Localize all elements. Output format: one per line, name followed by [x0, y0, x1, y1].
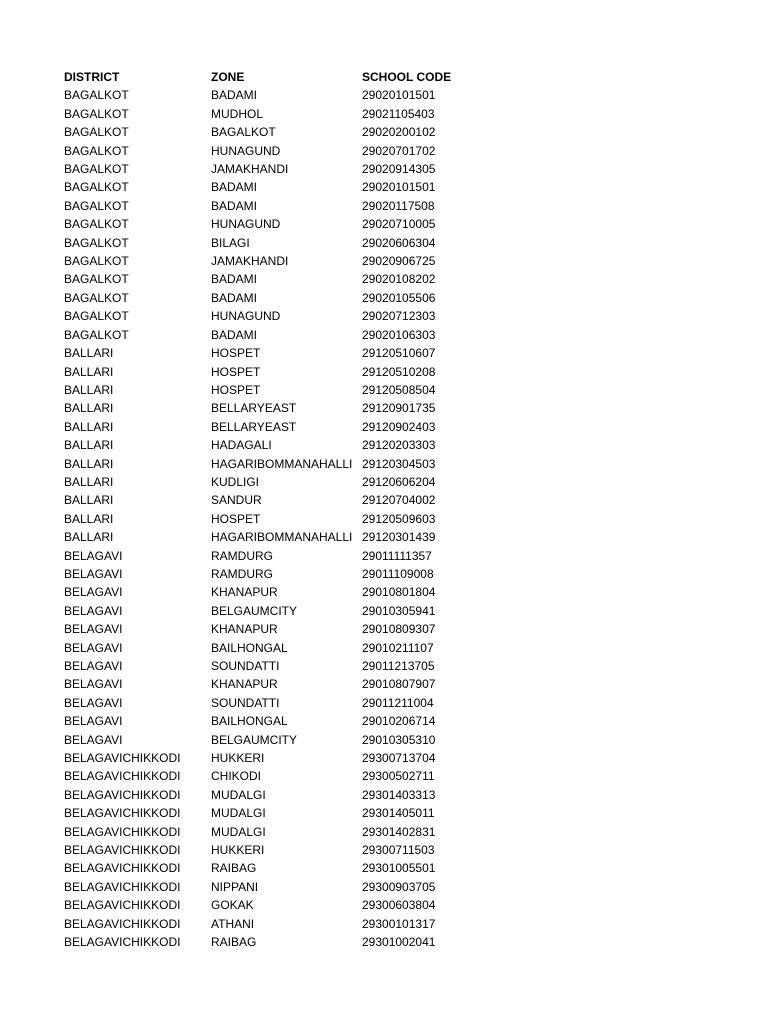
table-row [64, 344, 451, 362]
school-code-cell: 29010305310 [362, 732, 436, 747]
table-row [64, 252, 451, 270]
district-cell: BELAGAVICHIKKODI [64, 806, 181, 821]
school-code-cell: 29301405011 [362, 806, 435, 821]
school-code-cell: 29120509603 [362, 511, 436, 526]
table-row [64, 841, 451, 859]
table-row [64, 381, 451, 399]
zone-cell: JAMAKHANDI [211, 254, 289, 269]
table-row [64, 160, 451, 178]
zone-cell: HUNAGUND [211, 217, 281, 232]
zone-cell: GOKAK [211, 898, 254, 913]
district-cell: BELAGAVI [64, 695, 123, 710]
school-code-cell: 29020906725 [362, 254, 436, 269]
table-row [64, 878, 451, 896]
district-cell: BELAGAVICHIKKODI [64, 861, 181, 876]
district-cell: BALLARI [64, 456, 114, 471]
table-row [64, 307, 451, 325]
zone-cell: HUKKERI [211, 751, 265, 766]
table-row [64, 675, 451, 693]
school-code-cell: 29300713704 [362, 751, 436, 766]
district-cell: BAGALKOT [64, 254, 129, 269]
district-cell: BELAGAVICHIKKODI [64, 935, 181, 950]
school-code-cell: 29020914305 [362, 162, 436, 177]
zone-cell: SANDUR [211, 493, 262, 508]
district-cell: BELAGAVI [64, 659, 123, 673]
school-code-cell: 29011211004 [362, 695, 434, 710]
school-code-cell: 29120304503 [362, 456, 436, 471]
school-code-cell: 29020117508 [362, 198, 435, 213]
district-cell: BELAGAVICHIKKODI [64, 916, 181, 931]
zone-cell: HADAGALI [211, 438, 272, 453]
school-code-cell: 29020101501 [362, 88, 436, 103]
school-code-cell: 29020108202 [362, 272, 436, 287]
zone-cell: HOSPET [211, 346, 261, 361]
table-row [64, 436, 451, 454]
table-row [64, 105, 451, 123]
school-code-cell: 29300603804 [362, 898, 436, 913]
school-code-cell: 29011109008 [362, 566, 434, 581]
table-row [64, 326, 451, 344]
zone-cell: MUDHOL [211, 106, 264, 121]
school-code-cell: 29120704002 [362, 493, 436, 508]
table-row [64, 142, 451, 160]
table-row [64, 583, 451, 601]
zone-cell: BILAGI [211, 235, 250, 250]
zone-cell: BELLARYEAST [211, 401, 297, 416]
table-row [64, 602, 451, 620]
district-cell: BELAGAVICHIKKODI [64, 824, 181, 839]
table-row [64, 215, 451, 233]
school-code-cell: 29021105403 [362, 106, 435, 121]
district-cell: BELAGAVICHIKKODI [64, 898, 181, 913]
school-code-cell: 29301403313 [362, 787, 436, 802]
district-cell: BAGALKOT [64, 106, 129, 121]
zone-cell: HOSPET [211, 364, 261, 379]
column-header-zone: ZONE [211, 70, 245, 84]
school-code-cell: 29120508504 [362, 382, 436, 397]
zone-cell: BAILHONGAL [211, 640, 288, 655]
school-code-cell: 29120203303 [362, 438, 436, 453]
zone-cell: MUDALGI [211, 824, 266, 839]
zone-cell: HOSPET [211, 382, 261, 397]
school-code-cell: 29010801804 [362, 585, 436, 600]
school-code-cell: 29010305941 [362, 603, 436, 618]
school-code-cell: 29120902403 [362, 419, 436, 434]
district-cell: BELAGAVI [64, 548, 123, 563]
district-cell: BELAGAVICHIKKODI [64, 769, 181, 784]
school-code-cell: 29120606204 [362, 474, 436, 489]
district-cell: BELAGAVI [64, 603, 123, 618]
table-row [64, 639, 451, 657]
district-cell: BELAGAVI [64, 732, 123, 747]
district-cell: BALLARI [64, 382, 114, 397]
column-header-district: DISTRICT [64, 70, 120, 84]
zone-cell: BADAMI [211, 180, 258, 195]
table-row [64, 896, 451, 914]
zone-cell: HOSPET [211, 511, 261, 526]
district-cell: BALLARI [64, 530, 114, 545]
table-row [64, 197, 451, 215]
zone-cell: BADAMI [211, 327, 258, 342]
zone-cell: CHIKODI [211, 769, 262, 784]
zone-cell: HUNAGUND [211, 143, 281, 158]
school-code-cell: 29300903705 [362, 879, 436, 894]
table-row [64, 234, 451, 252]
table-row [64, 786, 451, 804]
district-cell: BAGALKOT [64, 143, 129, 158]
zone-cell: MUDALGI [211, 787, 266, 802]
district-cell: BELAGAVICHIKKODI [64, 879, 181, 894]
table-row [64, 915, 451, 933]
zone-cell: BELGAUMCITY [211, 603, 298, 618]
school-code-cell: 29020106303 [362, 327, 436, 342]
district-cell: BALLARI [64, 474, 114, 489]
zone-cell: RAMDURG [211, 548, 273, 563]
district-cell: BAGALKOT [64, 180, 129, 195]
table-row [64, 731, 451, 749]
district-cell: BELAGAVI [64, 677, 123, 692]
school-code-table [64, 68, 451, 952]
table-row [64, 270, 451, 288]
zone-cell: BADAMI [211, 290, 258, 305]
district-cell: BALLARI [64, 346, 114, 361]
table-row [64, 510, 451, 528]
table-row [64, 399, 451, 417]
district-cell: BALLARI [64, 419, 114, 434]
district-cell: BALLARI [64, 511, 114, 526]
column-header-school-code: SCHOOL CODE [362, 70, 452, 84]
table-header [64, 68, 451, 86]
zone-cell: KHANAPUR [211, 677, 278, 692]
district-cell: BALLARI [64, 364, 114, 379]
district-cell: BAGALKOT [64, 198, 129, 213]
table-row [64, 455, 451, 473]
school-code-cell: 29020105506 [362, 290, 436, 305]
school-code-cell: 29020712303 [362, 309, 436, 324]
table-row [64, 86, 451, 104]
district-cell: BELAGAVI [64, 585, 123, 600]
zone-cell: BADAMI [211, 88, 258, 103]
zone-cell: SOUNDATTI [211, 659, 280, 673]
table-row [64, 123, 451, 141]
school-code-cell: 29301005501 [362, 861, 436, 876]
school-code-cell: 29020101501 [362, 180, 436, 195]
district-cell: BELAGAVICHIKKODI [64, 787, 181, 802]
district-cell: BAGALKOT [64, 327, 129, 342]
district-cell: BELAGAVICHIKKODI [64, 843, 181, 858]
table-row [64, 620, 451, 638]
zone-cell: HUNAGUND [211, 309, 281, 324]
school-code-cell: 29020701702 [362, 143, 436, 158]
zone-cell: BAILHONGAL [211, 714, 288, 729]
school-code-cell: 29011213705 [362, 659, 435, 673]
school-code-cell: 29120901735 [362, 401, 436, 416]
district-cell: BALLARI [64, 493, 114, 508]
zone-cell: HUKKERI [211, 843, 265, 858]
school-code-cell: 29020200102 [362, 125, 436, 140]
school-code-cell: 29120510607 [362, 346, 436, 361]
zone-cell: SOUNDATTI [211, 695, 280, 710]
school-code-cell: 29010211107 [362, 640, 434, 655]
district-cell: BALLARI [64, 401, 114, 416]
school-code-cell: 29120510208 [362, 364, 436, 379]
district-cell: BELAGAVI [64, 622, 123, 637]
district-cell: BELAGAVI [64, 714, 123, 729]
district-cell: BALLARI [64, 438, 114, 453]
district-cell: BAGALKOT [64, 272, 129, 287]
table-row [64, 491, 451, 509]
district-cell: BAGALKOT [64, 162, 129, 177]
school-code-cell: 29301402831 [362, 824, 436, 839]
school-code-cell: 29020710005 [362, 217, 436, 232]
table-row [64, 933, 451, 951]
school-code-cell: 29300101317 [362, 916, 436, 931]
table-row [64, 767, 451, 785]
school-code-cell: 29120301439 [362, 530, 436, 545]
table-row [64, 749, 451, 767]
table-row [64, 804, 451, 822]
table-body [64, 86, 451, 951]
district-cell: BAGALKOT [64, 290, 129, 305]
school-code-cell: 29010809307 [362, 622, 436, 637]
zone-cell: JAMAKHANDI [211, 162, 289, 177]
school-code-cell: 29011111357 [362, 548, 432, 563]
district-cell: BELAGAVI [64, 640, 123, 655]
district-cell: BAGALKOT [64, 217, 129, 232]
zone-cell: BADAMI [211, 272, 258, 287]
school-code-cell: 29301002041 [362, 935, 436, 950]
table-row [64, 528, 451, 546]
school-code-cell: 29010807907 [362, 677, 436, 692]
zone-cell: RAIBAG [211, 861, 257, 876]
zone-cell: KHANAPUR [211, 585, 278, 600]
district-cell: BAGALKOT [64, 309, 129, 324]
district-cell: BAGALKOT [64, 88, 129, 103]
zone-cell: MUDALGI [211, 806, 266, 821]
school-code-cell: 29300502711 [362, 769, 435, 784]
zone-cell: BAGALKOT [211, 125, 276, 140]
zone-cell: KHANAPUR [211, 622, 278, 637]
table-row [64, 712, 451, 730]
table-row [64, 178, 451, 196]
table-row [64, 657, 451, 675]
table-row [64, 565, 451, 583]
zone-cell: BELGAUMCITY [211, 732, 298, 747]
table-row [64, 547, 451, 565]
zone-cell: HAGARIBOMMANAHALLI [211, 530, 353, 545]
school-code-cell: 29300711503 [362, 843, 435, 858]
table-row [64, 859, 451, 877]
school-code-cell: 29020606304 [362, 235, 436, 250]
zone-cell: HAGARIBOMMANAHALLI [211, 456, 353, 471]
zone-cell: BADAMI [211, 198, 258, 213]
zone-cell: RAIBAG [211, 935, 257, 950]
table-row [64, 823, 451, 841]
district-cell: BELAGAVICHIKKODI [64, 751, 181, 766]
district-cell: BAGALKOT [64, 125, 129, 140]
school-code-cell: 29010206714 [362, 714, 436, 729]
district-cell: BAGALKOT [64, 235, 129, 250]
zone-cell: ATHANI [211, 916, 255, 931]
zone-cell: KUDLIGI [211, 474, 260, 489]
header-row [64, 68, 451, 86]
zone-cell: NIPPANI [211, 879, 259, 894]
table-row [64, 363, 451, 381]
table-row [64, 694, 451, 712]
zone-cell: BELLARYEAST [211, 419, 297, 434]
table-row [64, 289, 451, 307]
zone-cell: RAMDURG [211, 566, 273, 581]
table-row [64, 473, 451, 491]
district-cell: BELAGAVI [64, 566, 123, 581]
table-row [64, 418, 451, 436]
